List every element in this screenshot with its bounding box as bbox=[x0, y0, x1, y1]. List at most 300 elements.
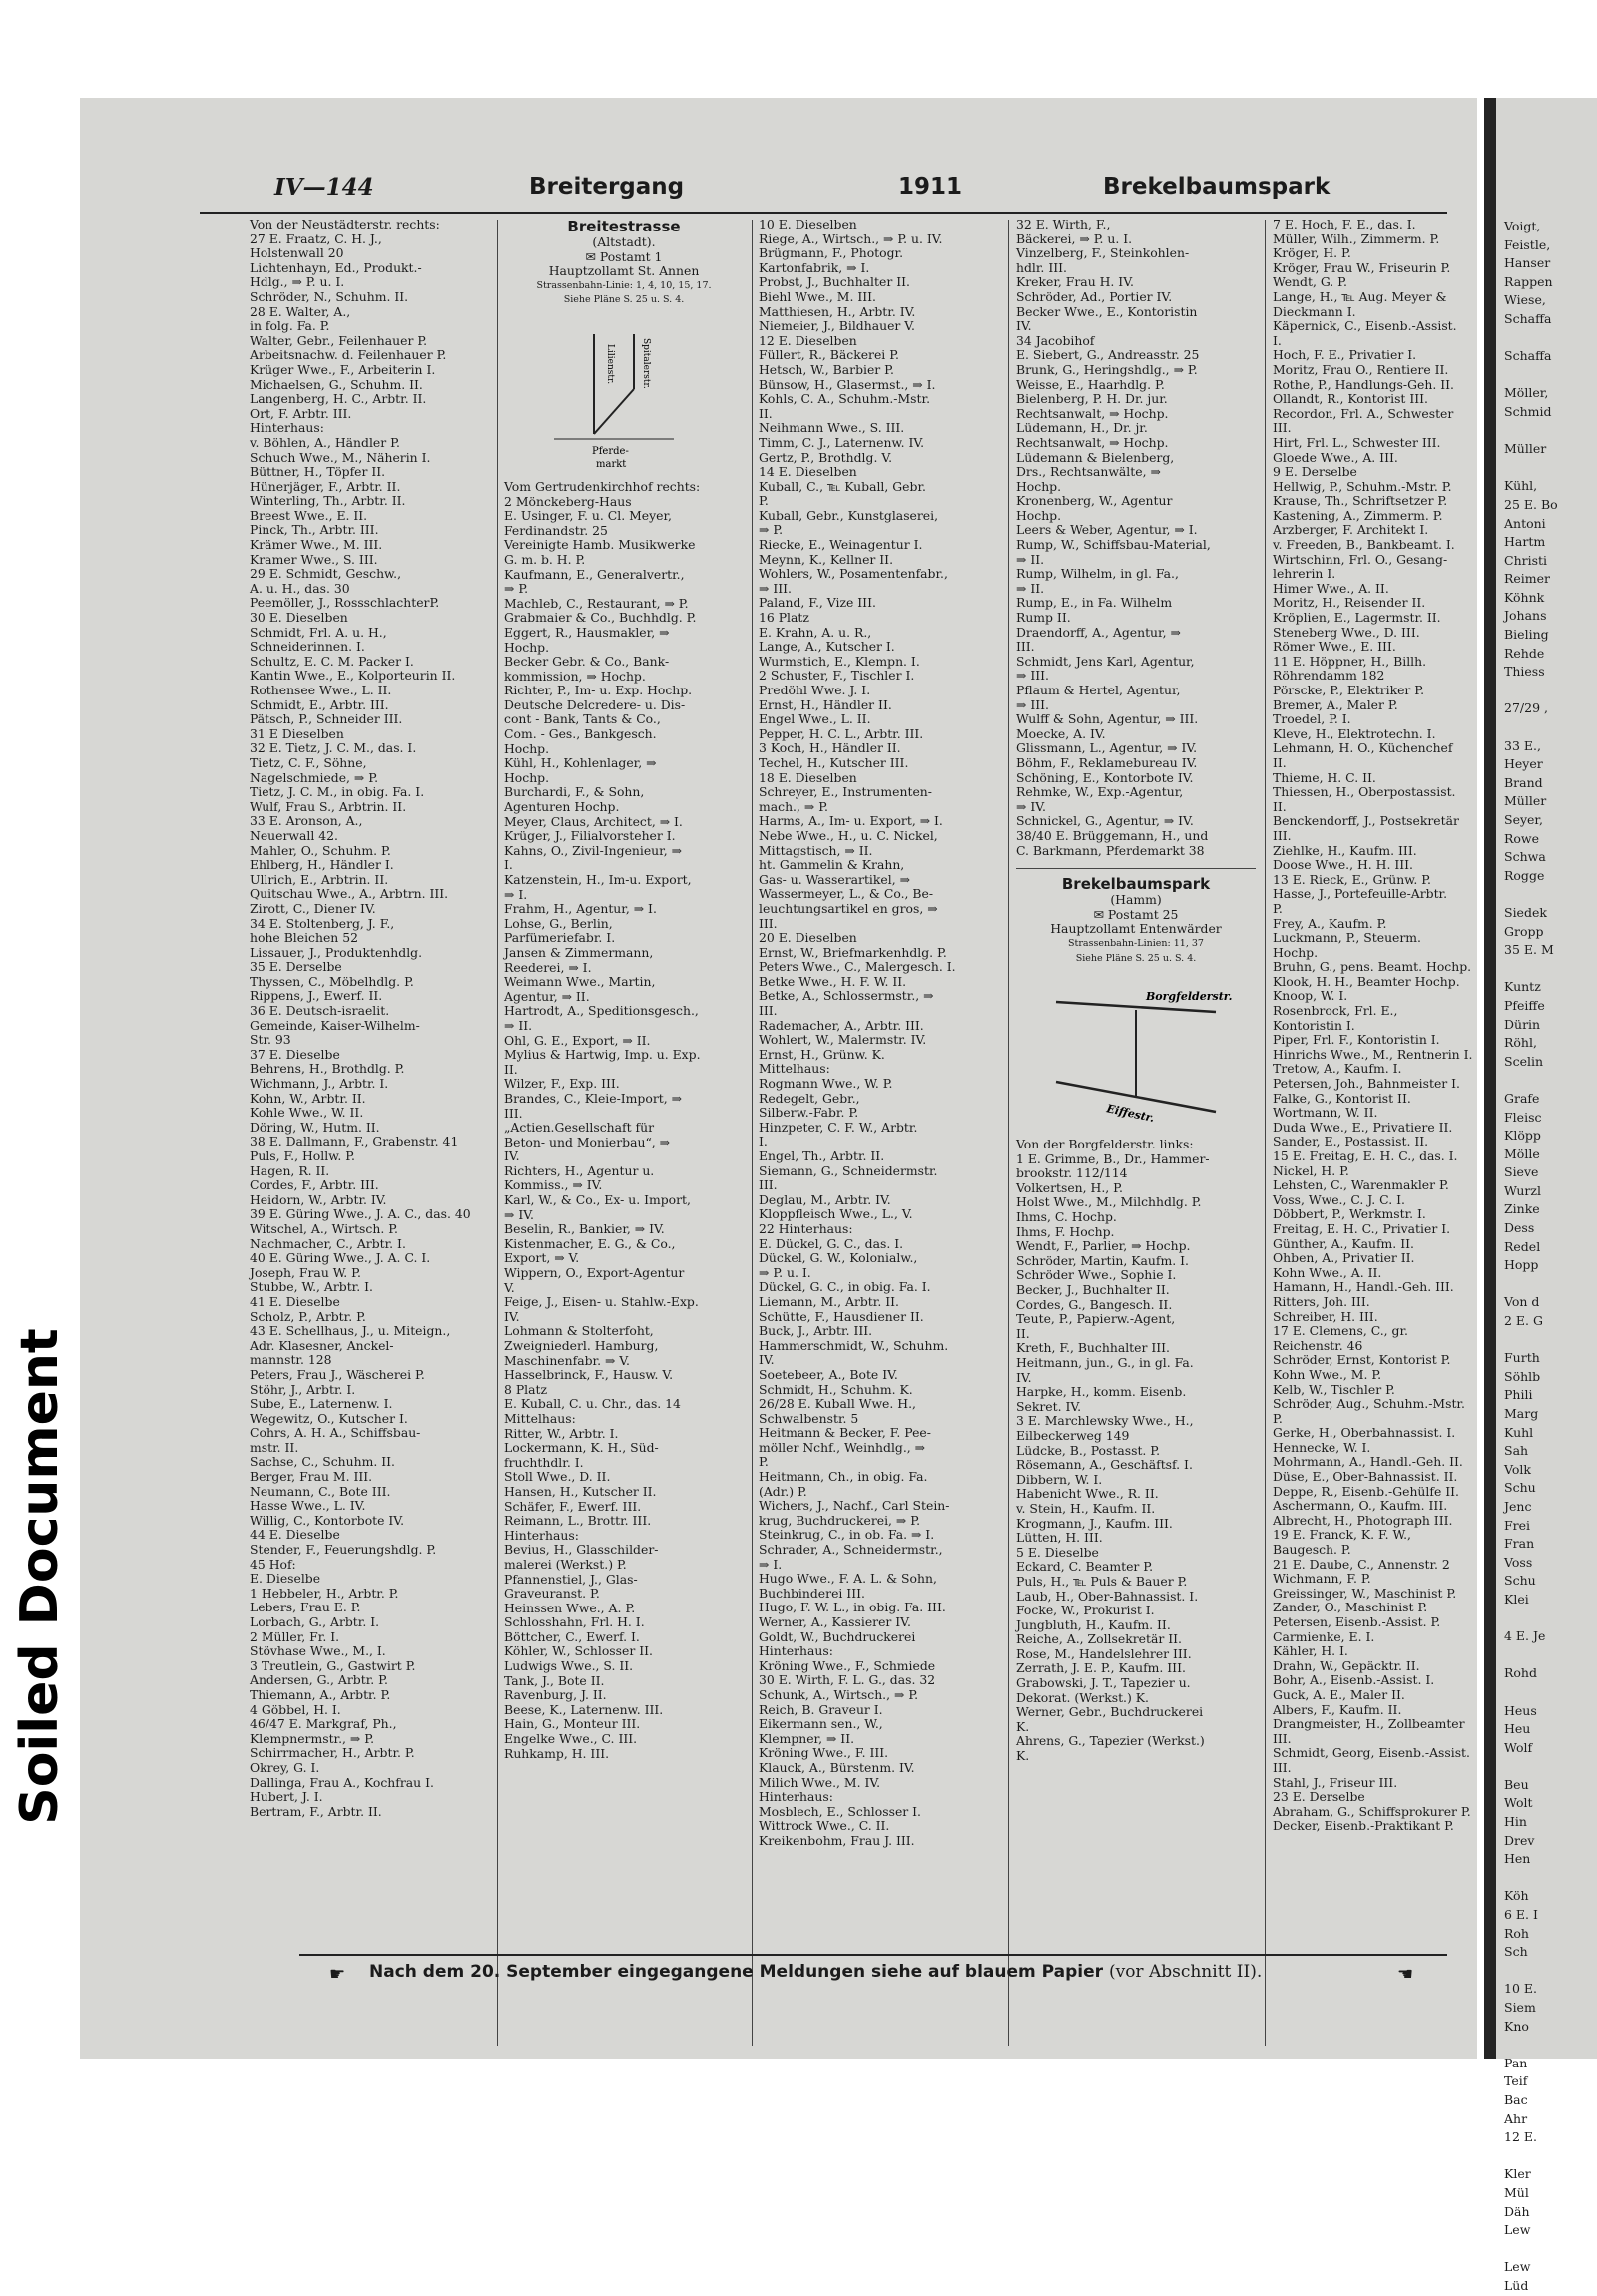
directory-entry: 1 E. Grimme, B., Dr., Hammer- bbox=[1016, 1150, 1210, 1166]
directory-entry: 32 E. Tietz, J. C. M., das. I. bbox=[250, 740, 417, 756]
directory-entry: Wichmann, F. P. bbox=[1273, 1571, 1371, 1587]
left-gutter bbox=[0, 0, 80, 2172]
directory-entry: Hochp. bbox=[1273, 944, 1319, 960]
directory-entry: Krüger, J., Filialvorsteher I. bbox=[504, 828, 676, 844]
directory-entry: Wichmann, J., Arbtr. I. bbox=[250, 1076, 389, 1092]
directory-entry bbox=[1504, 422, 1594, 441]
directory-entry: Feistle, bbox=[1504, 236, 1551, 252]
directory-entry: Meynn, K., Kellner II. bbox=[759, 551, 894, 567]
directory-entry: Sah bbox=[1504, 1443, 1529, 1459]
directory-entry: Hammerschmidt, W., Schuhm. bbox=[759, 1337, 949, 1353]
directory-entry: Rehde bbox=[1504, 645, 1545, 661]
directory-entry: Ort, F. Arbtr. III. bbox=[250, 405, 352, 421]
directory-entry: Wittrock Wwe., C. II. bbox=[759, 1818, 890, 1834]
directory-entry: Mohrmann, A., Handl.-Geh. II. bbox=[1273, 1454, 1463, 1470]
directory-entry: Reich, B. Graveur I. bbox=[759, 1701, 883, 1717]
directory-entry: C. Barkmann, Pferdemarkt 38 bbox=[1016, 842, 1205, 858]
directory-entry: Petersen, Eisenb.-Assist. P. bbox=[1273, 1614, 1441, 1629]
directory-entry: Milich Wwe., M. IV. bbox=[759, 1774, 881, 1790]
directory-entry: Röhrendamm 182 bbox=[1273, 668, 1385, 684]
directory-entry: IV. bbox=[1016, 318, 1032, 334]
directory-entry: Bäckerei, ⇒ P. u. I. bbox=[1016, 230, 1133, 246]
directory-entry: Schmidt, E., Arbtr. III. bbox=[250, 696, 389, 712]
directory-entry: Weimann Wwe., Martin, bbox=[504, 974, 656, 990]
directory-entry: Krause, Th., Schriftsetzer P. bbox=[1273, 493, 1448, 509]
directory-entry: Bieling bbox=[1504, 627, 1549, 643]
directory-entry: Eilbeckerweg 149 bbox=[1016, 1427, 1130, 1443]
directory-entry: E. Krahn, A. u. R., bbox=[759, 624, 872, 640]
directory-entry: Christi bbox=[1504, 552, 1548, 568]
directory-entry: Antoni bbox=[1504, 515, 1546, 531]
directory-entry: Schmidt, Georg, Eisenb.-Assist. bbox=[1273, 1745, 1470, 1761]
directory-entry: Drahn, W., Gepäcktr. II. bbox=[1273, 1657, 1420, 1673]
directory-entry: Seyer, bbox=[1504, 812, 1543, 827]
street-plan-ref: Siehe Pläne S. 25 u. S. 4. bbox=[563, 294, 685, 306]
directory-entry: mannstr. 128 bbox=[250, 1352, 332, 1368]
directory-entry: Rothe, P., Handlungs-Geh. II. bbox=[1273, 376, 1454, 392]
directory-entry: Kuball, C., ℡ Kuball, Gebr. bbox=[759, 478, 926, 494]
directory-entry: Schwalbenstr. 5 bbox=[759, 1410, 859, 1426]
directory-entry: Grabowski, J. T., Tapezier u. bbox=[1016, 1675, 1191, 1691]
directory-entry: Pan bbox=[1504, 2055, 1528, 2070]
directory-entry: Agentur, ⇒ II. bbox=[504, 988, 590, 1004]
directory-entry: Heus bbox=[1504, 1702, 1537, 1718]
directory-entry: Pinck, Th., Arbtr. III. bbox=[250, 522, 379, 538]
directory-entry: Rehmke, W., Exp.-Agentur, bbox=[1016, 784, 1184, 800]
directory-entry: Kröning Wwe., F. III. bbox=[759, 1745, 889, 1761]
directory-entry: Schröder, Aug., Schuhm.-Mstr. bbox=[1273, 1396, 1465, 1412]
directory-entry: 35 E. M bbox=[1504, 942, 1554, 958]
directory-entry bbox=[1504, 1331, 1594, 1350]
directory-entry: Reimer bbox=[1504, 571, 1551, 587]
directory-entry: Decker, Eisenb.-Praktikant P. bbox=[1273, 1818, 1454, 1834]
directory-entry: Kastening, A., Zimmerm. P. bbox=[1273, 507, 1443, 523]
page-footer bbox=[299, 1954, 1447, 1986]
directory-entry: (Adr.) P. bbox=[759, 1483, 807, 1499]
directory-entry: Kronenberg, W., Agentur bbox=[1016, 493, 1173, 509]
directory-entry: Döring, W., Hutm. II. bbox=[250, 1119, 380, 1135]
directory-entry: 30 E. Dieselben bbox=[250, 610, 348, 626]
directory-entry: Techel, H., Kutscher III. bbox=[759, 754, 909, 770]
directory-entry: Jenc bbox=[1504, 1498, 1532, 1514]
directory-entry: Ehlberg, H., Händler I. bbox=[250, 857, 394, 873]
directory-entry: Recordon, Frl. A., Schwester bbox=[1273, 405, 1454, 421]
directory-entry: v. Stein, H., Kaufm. II. bbox=[1016, 1500, 1156, 1516]
directory-entry: IV. bbox=[1016, 1369, 1032, 1385]
directory-entry: Beese, K., Laternenw. III. bbox=[504, 1701, 664, 1717]
directory-entry: Kuball, Gebr., Kunstglaserei, bbox=[759, 507, 939, 523]
directory-entry: Von der Borgfelderstr. links: bbox=[1016, 1137, 1194, 1152]
directory-entry: Wendt, F., Parlier, ⇒ Hochp. bbox=[1016, 1238, 1191, 1254]
directory-entry: Bohr, A., Eisenb.-Assist. I. bbox=[1273, 1672, 1435, 1688]
directory-entry: Kler bbox=[1504, 2166, 1531, 2182]
directory-entry: Biehl Wwe., M. III. bbox=[759, 288, 876, 304]
directory-entry: Albers, F., Kaufm. II. bbox=[1273, 1701, 1402, 1717]
directory-entry: Tietz, J. C. M., in obig. Fa. I. bbox=[250, 784, 425, 800]
directory-entry: Burchardi, F., & Sohn, bbox=[504, 784, 645, 800]
directory-entry: Beu bbox=[1504, 1776, 1529, 1792]
directory-entry: Hinterhaus: bbox=[759, 1643, 833, 1659]
directory-entry: Hochp. bbox=[504, 769, 550, 785]
directory-entry bbox=[1504, 1646, 1594, 1665]
directory-entry: Hamann, H., Handl.-Geh. III. bbox=[1273, 1279, 1454, 1295]
directory-entry: Lohse, G., Berlin, bbox=[504, 915, 613, 931]
directory-entry: Hasse Wwe., L. IV. bbox=[250, 1498, 366, 1514]
right-street-heading: Brekelbaumspark bbox=[1103, 174, 1331, 200]
directory-entry: P. bbox=[759, 493, 769, 509]
directory-page bbox=[80, 98, 1477, 2059]
directory-entry: Kohle Wwe., W. II. bbox=[250, 1105, 364, 1121]
directory-entry: Neihmann Wwe., S. III. bbox=[759, 420, 905, 436]
directory-entry: Wohlers, W., Posamentenfabr., bbox=[759, 566, 948, 582]
street-plan-ref: Siehe Pläne S. 25 u. S. 4. bbox=[1075, 952, 1197, 964]
directory-entry: Kramer Wwe., S. III. bbox=[250, 551, 378, 567]
directory-entry: Gertz, P., Brothdlg. V. bbox=[759, 449, 893, 465]
directory-entry: 6 E. I bbox=[1504, 1907, 1538, 1923]
directory-entry: Zirott, C., Diener IV. bbox=[250, 900, 376, 916]
directory-entry: Troedel, P. I. bbox=[1273, 711, 1351, 727]
street-map-graphic bbox=[1024, 972, 1248, 1132]
directory-entry: Freitag, E. H. C., Privatier I. bbox=[1273, 1220, 1451, 1236]
directory-entry: Dibbern, W. I. bbox=[1016, 1471, 1103, 1487]
directory-entry: 16 Platz bbox=[759, 610, 809, 626]
directory-entry: Werner, A., Kassierer IV. bbox=[759, 1614, 911, 1629]
directory-entry: Krämer Wwe., M. III. bbox=[250, 537, 383, 553]
directory-entry: Lüdcke, B., Postasst. P. bbox=[1016, 1442, 1161, 1458]
directory-entry: hohe Bleichen 52 bbox=[250, 930, 358, 946]
column-1 bbox=[250, 218, 489, 2049]
directory-entry: Kontoristin I. bbox=[1273, 1017, 1355, 1033]
directory-entry: Jungbluth, H., Kaufm. II. bbox=[1016, 1616, 1171, 1632]
directory-entry: ⇒ P. bbox=[759, 522, 784, 538]
map-label: Spitalerstr. bbox=[641, 337, 651, 389]
directory-entry: Cordes, F., Arbtr. III. bbox=[250, 1177, 379, 1193]
directory-entry: Schu bbox=[1504, 1573, 1536, 1589]
directory-entry: Kahns, O., Zivil-Ingenieur, ⇒ bbox=[504, 842, 682, 858]
directory-entry bbox=[1504, 2240, 1594, 2259]
column-4 bbox=[1016, 218, 1256, 2049]
directory-entry: Rösemann, A., Geschäftsf. I. bbox=[1016, 1457, 1193, 1473]
directory-entry: Drev bbox=[1504, 1832, 1535, 1848]
directory-entry: II. bbox=[1016, 1325, 1030, 1341]
street-district: (Hamm) bbox=[1110, 892, 1162, 908]
directory-entry: Gropp bbox=[1504, 923, 1544, 939]
directory-entry: Hartm bbox=[1504, 534, 1546, 550]
directory-entry: 18 E. Dieselben bbox=[759, 769, 857, 785]
directory-entry: Neuerwall 42. bbox=[250, 827, 338, 843]
directory-entry: Nebe Wwe., H., u. C. Nickel, bbox=[759, 827, 938, 843]
directory-entry: Hugo Wwe., F. A. L. & Sohn, bbox=[759, 1571, 937, 1587]
directory-entry: Doose Wwe., H. H. III. bbox=[1273, 857, 1413, 873]
directory-entry: Krüger Wwe., F., Arbeiterin I. bbox=[250, 361, 436, 377]
directory-entry: Voss, Wwe., C. J. C. I. bbox=[1273, 1191, 1405, 1207]
page-header bbox=[200, 168, 1447, 214]
directory-entry: E. Kuball, C. u. Chr., das. 14 bbox=[504, 1396, 681, 1412]
directory-entry: Kröger, Frau W., Friseurin P. bbox=[1273, 259, 1451, 275]
directory-entry: Drangmeister, H., Zollbeamter bbox=[1273, 1716, 1465, 1732]
directory-entry: E. Dieselbe bbox=[250, 1571, 321, 1587]
directory-entry: Kohn Wwe., M. P. bbox=[1273, 1366, 1382, 1382]
directory-entry: 33 E., bbox=[1504, 737, 1541, 753]
street-title-breitestrasse: Breitestrasse bbox=[567, 218, 681, 235]
directory-entry: ⇒ IV. bbox=[504, 1206, 534, 1222]
directory-entry: III. bbox=[1273, 1759, 1292, 1775]
adjacent-page-edge bbox=[1484, 98, 1597, 2293]
directory-entry: Klook, H. H., Beamter Hochp. bbox=[1273, 973, 1460, 989]
directory-entry: Breest Wwe., E. II. bbox=[250, 507, 368, 523]
directory-entry: 21 E. Daube, C., Annenstr. 2 bbox=[1273, 1556, 1450, 1572]
directory-entry: Lütten, H. III. bbox=[1016, 1530, 1103, 1546]
directory-entry: Petersen, Joh., Bahnmeister I. bbox=[1273, 1076, 1460, 1092]
directory-entry: Söhlb bbox=[1504, 1368, 1541, 1384]
directory-entry: Behrens, H., Brothdlg. P. bbox=[250, 1061, 405, 1077]
column-4-top-entries bbox=[1016, 218, 1256, 858]
directory-entry: Baugesch. P. bbox=[1273, 1542, 1351, 1558]
directory-entry: Reichenstr. 46 bbox=[1273, 1337, 1363, 1353]
directory-entry: 3 Koch, H., Händler II. bbox=[759, 740, 901, 756]
directory-entry: Willig, C., Kontorbote IV. bbox=[250, 1512, 405, 1528]
directory-entry: 30 E. Wirth, F. L. G., das. 32 bbox=[759, 1672, 936, 1688]
directory-entry: Lüdemann & Bielenberg, bbox=[1016, 449, 1175, 465]
directory-entry: Phili bbox=[1504, 1387, 1533, 1403]
directory-entry: 4 E. Je bbox=[1504, 1628, 1546, 1644]
directory-entry: Schreiber, H. III. bbox=[1273, 1308, 1378, 1324]
directory-entry: 19 E. Franck, K. F. W., bbox=[1273, 1527, 1411, 1543]
pointing-hand-left-icon: ☚ bbox=[1397, 1964, 1414, 1985]
directory-entry: Bertram, F., Arbtr. II. bbox=[250, 1803, 382, 1819]
directory-entry: Köh bbox=[1504, 1888, 1529, 1904]
column-3 bbox=[759, 218, 998, 2049]
directory-entry: krug, Buchdruckerei, ⇒ P. bbox=[759, 1512, 921, 1528]
directory-entry: Brandes, C., Kleie-Import, ⇒ bbox=[504, 1090, 682, 1106]
directory-entry: Hansen, H., Kutscher II. bbox=[504, 1483, 657, 1499]
directory-entry: Focke, W., Prokurist I. bbox=[1016, 1603, 1155, 1618]
directory-entry: 17 E. Clemens, C., gr. bbox=[1273, 1323, 1408, 1339]
directory-entry: Rohd bbox=[1504, 1665, 1537, 1681]
directory-entry: Schröder, Ad., Portier IV. bbox=[1016, 288, 1173, 304]
directory-entry: cont - Bank, Tants & Co., bbox=[504, 711, 661, 727]
directory-entry: ⇒ III. bbox=[1016, 696, 1049, 712]
directory-entry bbox=[1504, 366, 1594, 385]
directory-entry: Ritter, W., Arbtr. I. bbox=[504, 1425, 619, 1441]
directory-entry: 33 E. Aronson, A., bbox=[250, 813, 363, 829]
directory-entry: Däh bbox=[1504, 2203, 1530, 2219]
directory-entry: 4 Göbbel, H. I. bbox=[250, 1701, 341, 1717]
directory-entry: Bac bbox=[1504, 2091, 1528, 2107]
directory-entry: Bielenberg, P. H. Dr. jur. bbox=[1016, 391, 1168, 407]
directory-entry: K. bbox=[1016, 1748, 1030, 1764]
directory-entry: Müller bbox=[1504, 441, 1547, 457]
directory-entry: G. m. b. H. P. bbox=[504, 551, 586, 567]
directory-entry: Drs., Rechtsanwälte, ⇒ bbox=[1016, 464, 1161, 480]
street-district: (Altstadt). bbox=[592, 234, 656, 249]
directory-entry: Gloede Wwe., A. III. bbox=[1273, 449, 1398, 465]
directory-entry: Andersen, G., Arbtr. P. bbox=[250, 1672, 388, 1688]
directory-entry: Ihms, F. Hochp. bbox=[1016, 1223, 1115, 1239]
directory-entry: Müller, Wilh., Zimmerm. P. bbox=[1273, 230, 1440, 246]
directory-entry: Paland, F., Vize III. bbox=[759, 595, 876, 611]
directory-entry: Graveuranst. P. bbox=[504, 1586, 600, 1602]
directory-entry: Rosenbrock, Frl. E., bbox=[1273, 1003, 1398, 1019]
directory-entry: 5 E. Dieselbe bbox=[1016, 1544, 1099, 1560]
directory-entry: Schröder, Martin, Kaufm. I. bbox=[1016, 1252, 1189, 1268]
directory-entry: Richter, P., Im- u. Exp. Hochp. bbox=[504, 683, 693, 698]
directory-entry: Niemeier, J., Bildhauer V. bbox=[759, 318, 915, 334]
directory-entry: Lissauer, J., Produktenhdlg. bbox=[250, 944, 423, 960]
directory-entry: 36 E. Deutsch-israelit. bbox=[250, 1003, 390, 1019]
directory-entry: Falke, G., Kontorist II. bbox=[1273, 1090, 1411, 1106]
directory-entry: Weisse, E., Haarhdlg. P. bbox=[1016, 376, 1165, 392]
directory-entry: Kröger, H. P. bbox=[1273, 245, 1351, 261]
directory-entry: Stövhase Wwe., M., I. bbox=[250, 1643, 386, 1659]
directory-entry: Fran bbox=[1504, 1536, 1535, 1552]
directory-entry: Nickel, H. P. bbox=[1273, 1162, 1349, 1178]
directory-entry: Mahler, O., Schuhm. P. bbox=[250, 842, 391, 858]
column-2 bbox=[504, 218, 744, 2049]
directory-entry: II. bbox=[504, 1061, 518, 1077]
directory-entry: Benckendorff, J., Postsekretär bbox=[1273, 813, 1459, 829]
directory-entry: Marg bbox=[1504, 1406, 1539, 1421]
directory-entry: Gerke, H., Oberbahnassist. I. bbox=[1273, 1425, 1456, 1441]
directory-entry: E. Siebert, G., Andreasstr. 25 bbox=[1016, 347, 1200, 363]
directory-entry: Liemann, M., Arbtr. II. bbox=[759, 1293, 899, 1309]
directory-entry bbox=[1504, 682, 1594, 700]
directory-entry: 39 E. Güring Wwe., J. A. C., das. 40 bbox=[250, 1206, 471, 1222]
directory-entry: Wolt bbox=[1504, 1795, 1533, 1811]
directory-entry: Katzenstein, H., Im-u. Export, bbox=[504, 872, 692, 887]
directory-entry: Wippern, O., Export-Agentur bbox=[504, 1265, 685, 1281]
directory-entry: Hubert, J. I. bbox=[250, 1789, 323, 1805]
directory-entry: Schrader, A., Schneidermstr., bbox=[759, 1542, 943, 1558]
directory-entry: Hdlg., ⇒ P. u. I. bbox=[250, 274, 345, 290]
directory-entry: ⇒ II. bbox=[1016, 580, 1045, 596]
directory-entry: Rump, E., in Fa. Wilhelm bbox=[1016, 595, 1173, 611]
directory-entry bbox=[1504, 1757, 1594, 1776]
directory-entry: Wurmstich, E., Klempn. I. bbox=[759, 653, 920, 669]
directory-entry: Schmidt, Frl. A. u. H., bbox=[250, 624, 387, 640]
directory-entry: mstr. II. bbox=[250, 1439, 299, 1455]
directory-entry: Hin bbox=[1504, 1814, 1527, 1830]
footer-main-text: Nach dem 20. September eingegangene Meldungen siehe auf blauem Papier bbox=[369, 1962, 1104, 1982]
directory-entry: Bevius, H., Glasschilder- bbox=[504, 1542, 659, 1558]
directory-entry: Schneiderinnen. I. bbox=[250, 639, 365, 655]
directory-entry: Wendt, G. P. bbox=[1273, 274, 1347, 290]
directory-entry: Thieme, H. C. II. bbox=[1273, 769, 1376, 785]
street-postamt: ✉ Postamt 1 bbox=[585, 248, 663, 264]
directory-entry: Kreikenbohm, Frau J. III. bbox=[759, 1832, 915, 1848]
footer-note bbox=[369, 1962, 1262, 1982]
directory-entry: Steneberg Wwe., D. III. bbox=[1273, 624, 1420, 640]
directory-entry: IV. bbox=[504, 1148, 520, 1164]
directory-entry bbox=[1504, 2036, 1594, 2055]
directory-entry: Ernst, H., Grünw. K. bbox=[759, 1046, 885, 1062]
directory-entry: Hochp. bbox=[1016, 507, 1062, 523]
directory-entry: 2 Mönckeberg-Haus bbox=[504, 493, 632, 509]
directory-entry: Predöhl Wwe. J. I. bbox=[759, 683, 871, 697]
map-label: markt bbox=[596, 458, 627, 470]
directory-entry: Becker Wwe., E., Kontoristin bbox=[1016, 303, 1198, 319]
directory-entry: Kohls, C. A., Schuhm.-Mstr. bbox=[759, 391, 931, 407]
directory-entry: Luckmann, P., Steuerm. bbox=[1273, 930, 1421, 946]
directory-entry: Thyssen, C., Möbelhdlg. P. bbox=[250, 973, 414, 989]
directory-entry: Moecke, A. IV. bbox=[1016, 725, 1106, 741]
directory-entry: Wortmann, W. II. bbox=[1273, 1105, 1378, 1121]
directory-entry: Betke, A., Schlossermstr., ⇒ bbox=[759, 988, 934, 1004]
directory-entry: Duda Wwe., E., Privatiere II. bbox=[1273, 1119, 1453, 1135]
directory-entry: Bruhn, G., pens. Beamt. Hochp. bbox=[1273, 959, 1472, 975]
street-postamt: ✉ Postamt 25 bbox=[1093, 906, 1179, 922]
directory-entry: Mittelhaus: bbox=[759, 1061, 830, 1077]
directory-entry: Ziehlke, H., Kaufm. III. bbox=[1273, 842, 1417, 858]
directory-entry: Lüd bbox=[1504, 2277, 1529, 2293]
directory-entry: Rappen bbox=[1504, 273, 1553, 289]
directory-entry: Lockermann, K. H., Süd- bbox=[504, 1440, 659, 1456]
directory-entry: 38 E. Dallmann, F., Grabenstr. 41 bbox=[250, 1134, 459, 1149]
directory-entry: III. bbox=[1273, 420, 1292, 436]
directory-entry bbox=[1504, 1609, 1594, 1628]
directory-entry: Piper, Frl. F., Kontoristin I. bbox=[1273, 1032, 1440, 1048]
directory-entry: 41 E. Dieselbe bbox=[250, 1293, 340, 1309]
directory-entry: Silberw.-Fabr. P. bbox=[759, 1105, 859, 1121]
directory-entry: Eikermann sen., W., bbox=[759, 1716, 883, 1732]
directory-entry: Greissinger, W., Maschinist P. bbox=[1273, 1585, 1457, 1601]
directory-entry: 44 E. Dieselbe bbox=[250, 1527, 340, 1543]
directory-entry: Pätsch, P., Schneider III. bbox=[250, 711, 403, 727]
directory-entry: Reimann, L., Brottr. III. bbox=[504, 1513, 652, 1529]
directory-entry: Möller, bbox=[1504, 385, 1549, 401]
directory-entry: Klei bbox=[1504, 1591, 1529, 1607]
directory-entry: Brunk, G., Heringshdlg., ⇒ P. bbox=[1016, 361, 1198, 377]
section-divider bbox=[1016, 858, 1256, 869]
directory-entry: Böhm, F., Reklamebureau IV. bbox=[1016, 754, 1198, 770]
directory-entry: Heitmann & Becker, F. Pee- bbox=[759, 1425, 931, 1441]
directory-entry: 3 E. Marchlewsky Wwe., H., bbox=[1016, 1413, 1194, 1429]
directory-entry: 12 E. bbox=[1504, 2129, 1537, 2145]
directory-entry: Hen bbox=[1504, 1851, 1531, 1867]
directory-entry: Holstenwall 20 bbox=[250, 245, 344, 261]
directory-entry: Ohl, G. E., Export, ⇒ II. bbox=[504, 1032, 651, 1048]
directory-entry: Klempner, ⇒ II. bbox=[759, 1730, 855, 1746]
directory-entry: Pfeiffe bbox=[1504, 997, 1545, 1013]
directory-entry: Schuch Wwe., M., Näherin I. bbox=[250, 449, 431, 465]
page-binding-edge bbox=[1484, 98, 1496, 2059]
directory-entry: Engelke Wwe., C. III. bbox=[504, 1731, 638, 1747]
directory-entry: Sander, E., Postassist. II. bbox=[1273, 1134, 1429, 1149]
directory-entry: Okrey, G. I. bbox=[250, 1759, 320, 1775]
directory-entry: Schmid bbox=[1504, 403, 1552, 419]
directory-entry: Glissmann, L., Agentur, ⇒ IV. bbox=[1016, 740, 1198, 756]
directory-entry: Hinrichs Wwe., M., Rentnerin I. bbox=[1273, 1046, 1473, 1062]
directory-entry: Volk bbox=[1504, 1461, 1531, 1477]
directory-entry: Dieckmann I. bbox=[1273, 303, 1356, 319]
directory-entry: Ahrens, G., Tapezier (Werkst.) bbox=[1016, 1733, 1205, 1749]
directory-entry: Sieve bbox=[1504, 1164, 1539, 1180]
directory-entry: 10 E. Dieselben bbox=[759, 217, 857, 231]
directory-entry: Bremer, A., Maler P. bbox=[1273, 696, 1398, 712]
directory-entry: Kartonfabrik, ⇒ I. bbox=[759, 259, 870, 275]
directory-entry: Arzberger, F. Architekt I. bbox=[1273, 522, 1429, 538]
directory-entry: Kistenmacher, E. G., & Co., bbox=[504, 1235, 676, 1251]
directory-entry: Deppe, R., Eisenb.-Gehülfe II. bbox=[1273, 1483, 1459, 1499]
soiled-document-stamp bbox=[8, 1297, 72, 1856]
map-label: Eiffestr. bbox=[1105, 1102, 1156, 1126]
directory-entry: Wulff & Sohn, Agentur, ⇒ III. bbox=[1016, 711, 1199, 727]
directory-entry: Com. - Ges., Bankgesch. bbox=[504, 726, 657, 742]
directory-entry: 1 Hebbeler, H., Arbtr. P. bbox=[250, 1585, 399, 1601]
directory-entry: Dürin bbox=[1504, 1016, 1541, 1032]
directory-entry: Schlosshahn, Frl. H. I. bbox=[504, 1614, 645, 1630]
directory-entry: Feige, J., Eisen- u. Stahlw.-Exp. bbox=[504, 1294, 699, 1310]
